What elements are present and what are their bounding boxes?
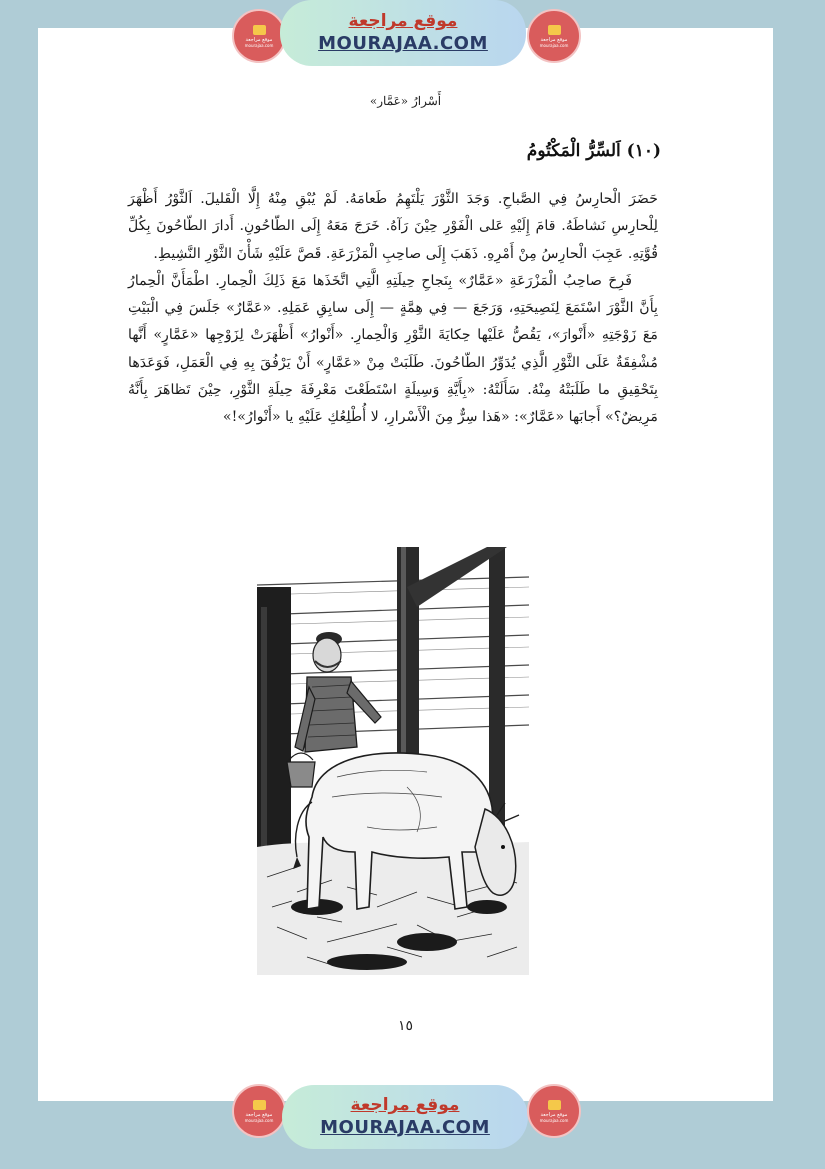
site-name-arabic-bottom[interactable]: موقع مراجعة bbox=[350, 1095, 460, 1115]
book-page bbox=[38, 28, 773, 1101]
site-logo-badge-bottom-left[interactable]: موقع مراجعة mourajaa.com bbox=[232, 1084, 286, 1138]
site-logo-badge-top-right[interactable]: موقع مراجعة mourajaa.com bbox=[527, 9, 581, 63]
book-icon bbox=[548, 1100, 561, 1110]
chapter-title: (١٠) اَلسِّرُّ الْمَكْتُومُ bbox=[526, 141, 661, 161]
illustration-drawing bbox=[257, 547, 529, 975]
chapter-body bbox=[128, 186, 658, 432]
site-name-latin-bottom[interactable]: MOURAJAA.COM bbox=[320, 1117, 490, 1138]
page-number: ١٥ bbox=[397, 1018, 414, 1034]
paragraph-1: حَضَرَ الْحارِسُ فِي الصَّباحِ. وَجَدَ الثَّوْرَ يَلْتَهِمُ طَعامَهُ. لَمْ يُبْقِ مِنْهُ إِلَّا الْقَليلَ. اَلثَّوْرُ أَظْهَرَ لِلْحارِسِ نَشاطَهُ. قامَ إِلَيْهِ عَلى الْفَوْرِ حِيْنَ رَآهُ. خَرَجَ مَعَهُ إِلَى الطّاحُونِ. أَدارَ الطّاحُونَ بِكُلِّ قُوَّتِهِ. عَجِبَ الْحارِسُ مِنْ أَمْرِهِ. ذَهَبَ إِلَى صاحِبِ الْمَزْرَعَةِ. قَصَّ عَلَيْهِ شَأْنَ الثَّوْرِ النَّشِيطِ. bbox=[128, 191, 658, 262]
paragraph-2: فَرِحَ صاحِبُ الْمَزْرَعَةِ «عَمَّارٌ» بِنَجاحِ حِيلَتِهِ الَّتِي اتَّخَذَها مَعَ ذَلِكَ الْحِمارِ. اطْمَأَنَّ الْحِمارُ بِأَنَّ الثَّوْرَ اسْتَمَعَ لِنَصِيحَتِهِ، وَرَجَعَ — فِي هِمَّةٍ — إِلَى سابِقِ عَمَلِهِ. «عَمَّارٌ» جَلَسَ فِي الْبَيْتِ مَعَ زَوْجَتِهِ «أَنْوارَ»، يَقُصُّ عَلَيْها حِكايَةَ الثَّوْرِ وَالْحِمارِ. «أَنْوارُ» أَظْهَرَتْ لِزَوْجِها «عَمَّارٍ» أَنَّها مُشْفِقَةٌ عَلَى الثَّوْرِ الَّذِي يُدَوِّرُ الطّاحُونَ. طَلَبَتْ مِنْ «عَمَّارٍ» أَنْ يَرْفُقَ بِهِ فِي الْعَمَلِ، فَوَعَدَها بِتَحْقِيقِ ما طَلَبَتْهُ مِنْهُ. سَأَلَتْهُ: «بِأَيَّةِ وَسِيلَةٍ اسْتَطَعْتَ مَعْرِفَةَ حِيلَةِ الثَّوْرِ، حِيْنَ تَظاهَرَ بِأَنَّهُ مَرِيضٌ؟» أَجابَها «عَمَّارٌ»: «هَذا سِرٌّ مِنَ الْأَسْرارِ، لا أُطْلِعُكِ عَلَيْهِ يا «أَنْوارُ»!» bbox=[128, 272, 658, 426]
site-banner-bottom[interactable] bbox=[282, 1085, 528, 1149]
site-name-latin[interactable]: MOURAJAA.COM bbox=[318, 33, 488, 54]
book-icon bbox=[253, 25, 266, 35]
site-name-arabic[interactable]: موقع مراجعة bbox=[348, 11, 458, 31]
book-icon bbox=[253, 1100, 266, 1110]
site-logo-badge-bottom-right[interactable]: موقع مراجعة mourajaa.com bbox=[527, 1084, 581, 1138]
book-icon bbox=[548, 25, 561, 35]
illustration-farmer-and-ox bbox=[257, 547, 529, 975]
running-header: أَسْرارُ «عَمَّار» bbox=[369, 94, 442, 108]
site-logo-badge-top-left[interactable]: موقع مراجعة mourajaa.com bbox=[232, 9, 286, 63]
site-banner-top[interactable] bbox=[280, 0, 526, 66]
